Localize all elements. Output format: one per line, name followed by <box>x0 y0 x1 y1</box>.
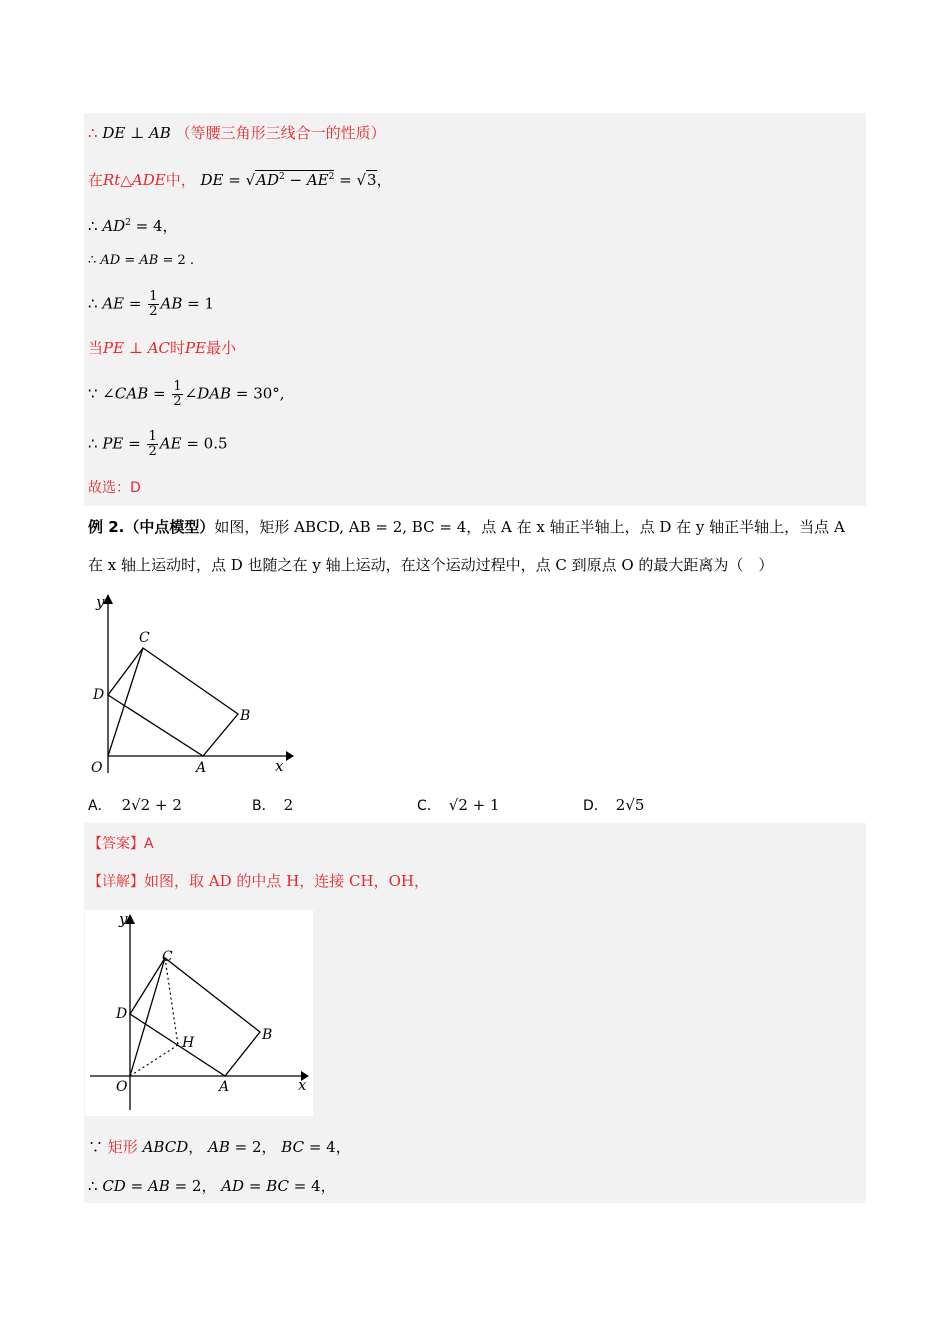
fig2-label-h: H <box>182 1035 195 1051</box>
sol1-line-5: ∴ AE = $\frac{1}{2}$ AB = 1 <box>88 289 215 319</box>
fig2-label-o: O <box>116 1079 128 1095</box>
option-a[interactable]: A． 2√2 + 2 <box>88 796 182 814</box>
sol2-line-2: ∴ CD = AB = 2， AD = BC = 4， <box>88 1177 336 1195</box>
fig1-label-o: O <box>91 760 103 776</box>
solution2-figure <box>85 910 313 1116</box>
example2-question <box>88 508 868 584</box>
sol1-line-8: ∴ PE = $\frac{1}{2}$ AE = 0.5 <box>88 429 228 459</box>
fig1-label-b: B <box>240 708 251 724</box>
fig1-label-c: C <box>139 630 150 646</box>
sol1-line-4: ∴ AD = AB = 2 . <box>88 253 195 268</box>
example2-figure <box>88 590 298 780</box>
fig2-label-b: B <box>262 1027 273 1043</box>
example2-label: 例 2.（中点模型） <box>88 518 215 536</box>
fig1-label-x: x <box>275 757 284 775</box>
fig1-label-d: D <box>93 687 105 703</box>
fig1-label-y: y <box>96 593 105 611</box>
sol1-line-3: ∴ $AD^2 = 4$， <box>88 217 178 235</box>
sol1-line-1: ∴ DE ⊥ AB （等腰三角形三线合一的性质） <box>88 124 386 142</box>
example2-line-2: 在 x 轴上运动时，点 D 也随之在 y 轴上运动，在这个运动过程中，点 C 到原点 O 的最大距离为（ ） <box>88 556 774 574</box>
fig2-label-a: A <box>219 1079 230 1095</box>
sol1-line-6: 当PE ⊥ AC时PE最小 <box>88 339 237 357</box>
sol1-line-7: ∵ ∠CAB = $\frac{1}{2}$ ∠DAB = 30°, <box>88 379 285 409</box>
example2-line-1: 例 2.（中点模型）如图，矩形 ABCD, AB = 2, BC = 4，点 A 在 x 轴正半轴上，点 D 在 y 轴正半轴上，当点 A <box>88 518 845 536</box>
fig2-label-y: y <box>119 910 128 928</box>
sol2-answer: 【答案】A <box>88 836 154 852</box>
sol2-line-1: ∵ 矩形 ABCD， AB = 2， BC = 4， <box>88 1138 351 1156</box>
fig2-label-d: D <box>116 1006 128 1022</box>
fig2-label-c: C <box>162 949 173 965</box>
sol2-detail: 【详解】如图，取 AD 的中点 H，连接 CH，OH， <box>88 872 429 890</box>
sol1-line-2: 在Rt△ADE中， DE = $√AD^2 - AE^2 = √3$， <box>88 171 392 189</box>
option-c[interactable]: C． √2 + 1 <box>417 796 500 814</box>
fig2-label-x: x <box>298 1076 307 1094</box>
sol1-reason: （等腰三角形三线合一的性质） <box>175 124 386 142</box>
sol1-answer: 故选：D <box>88 480 141 496</box>
fig1-label-a: A <box>196 760 207 776</box>
option-d[interactable]: D． 2√5 <box>583 796 645 814</box>
option-b[interactable]: B． 2 <box>252 796 294 814</box>
